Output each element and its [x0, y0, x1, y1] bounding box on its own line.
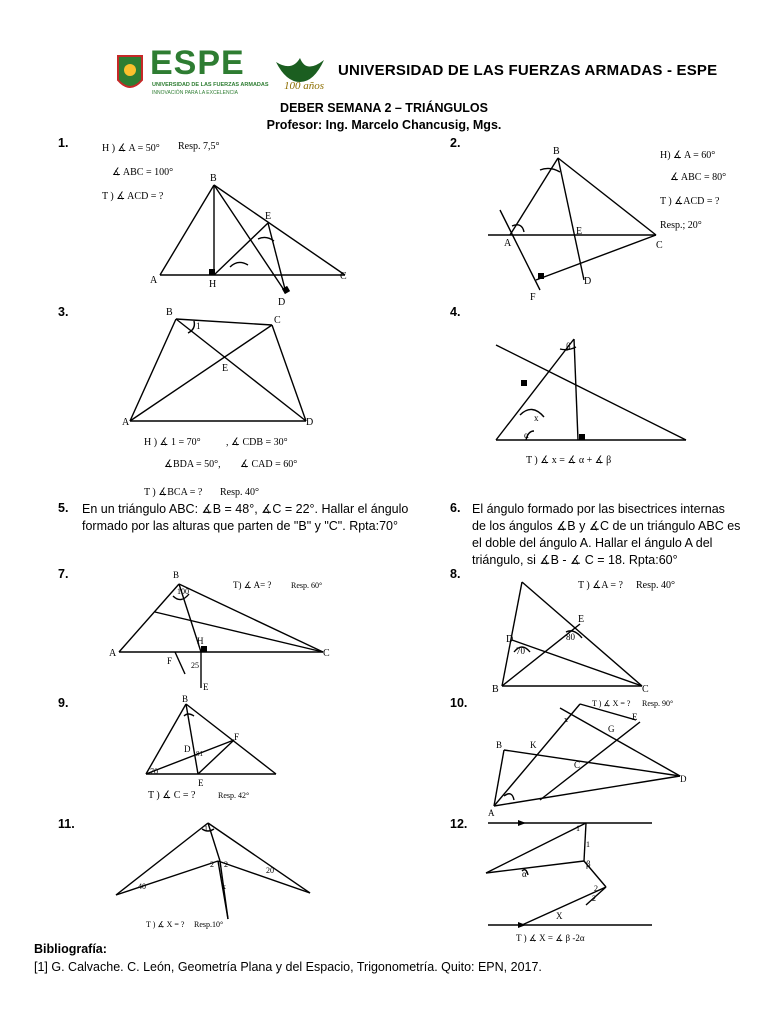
svg-text:D: D	[306, 417, 314, 428]
svg-text:1: 1	[204, 824, 208, 833]
problem-12-number: 12.	[450, 817, 468, 831]
svg-text:x: x	[534, 413, 539, 423]
svg-text:F: F	[167, 656, 173, 666]
fig10-find: T ) ∡ X = ?	[592, 699, 631, 708]
svg-text:H: H	[209, 279, 217, 290]
svg-text:A: A	[109, 648, 117, 659]
problem-10-number: 10.	[450, 696, 468, 710]
fig3-find: T ) ∡BCA = ?	[144, 487, 203, 498]
fig11-find: T ) ∡ X = ?	[146, 920, 185, 929]
fig9-find: T ) ∡ C = ?	[148, 790, 196, 801]
svg-text:A: A	[504, 238, 512, 249]
anniversary-logo	[272, 52, 328, 100]
svg-text:B: B	[496, 740, 503, 750]
svg-text:F: F	[530, 292, 536, 303]
svg-text:F: F	[234, 732, 240, 742]
svg-text:C: C	[274, 315, 281, 326]
espe-logo-text: ESPE	[150, 44, 245, 82]
svg-text:20: 20	[266, 866, 274, 875]
fig12-find: T ) ∡ X = ∡ β -2α	[516, 933, 585, 943]
svg-text:β: β	[566, 341, 571, 351]
problem-6-number: 6.	[450, 501, 461, 515]
svg-text:G: G	[608, 724, 615, 734]
figure-2	[480, 140, 750, 305]
svg-text:H: H	[197, 636, 204, 646]
svg-text:K: K	[530, 740, 537, 750]
problem-9-number: 9.	[58, 696, 69, 710]
fig9-resp: Resp. 42°	[218, 791, 250, 800]
figure-3	[110, 305, 350, 500]
svg-text:B: B	[166, 307, 173, 318]
svg-text:2: 2	[210, 860, 214, 869]
svg-text:E: E	[576, 226, 583, 237]
figure-11	[110, 815, 330, 935]
svg-text:C: C	[642, 684, 649, 695]
fig7-resp: Resp. 60°	[291, 581, 323, 590]
fig3-resp: Resp. 40°	[220, 487, 259, 498]
fig3-given-1: H ) ∡ 1 = 70°	[144, 437, 201, 448]
bibliography-heading: Bibliografía:	[34, 942, 107, 956]
svg-text:C: C	[574, 760, 581, 770]
fig1-resp: Resp. 7,5°	[178, 141, 220, 152]
fig1-find: T ) ∡ ACD = ?	[102, 191, 164, 202]
problem-11-number: 11.	[58, 817, 75, 831]
svg-text:B: B	[553, 146, 560, 157]
svg-text:B: B	[492, 684, 499, 695]
svg-text:D: D	[184, 744, 191, 754]
svg-text:D: D	[680, 774, 687, 784]
svg-text:E: E	[198, 778, 204, 788]
espe-logo-sub2: INNOVACIÓN PARA LA EXCELENCIA	[152, 90, 238, 96]
fig7-find: T) ∡ A= ?	[233, 580, 272, 590]
svg-text:1: 1	[586, 840, 590, 849]
figure-10	[484, 692, 704, 817]
title-line-1: DEBER SEMANA 2 – TRIÁNGULOS	[280, 101, 488, 115]
svg-text:E: E	[578, 614, 585, 625]
svg-text:X: X	[556, 911, 563, 921]
problem-5-number: 5.	[58, 501, 69, 515]
fig2-given-2: ∡ ABC = 80°	[670, 172, 727, 183]
svg-text:80: 80	[566, 632, 575, 642]
svg-text:x: x	[222, 882, 226, 891]
svg-text:2: 2	[224, 860, 228, 869]
fig10-resp: Resp. 90°	[642, 699, 674, 708]
problem-3-number: 3.	[58, 305, 69, 319]
svg-text:D: D	[506, 634, 514, 645]
document-title	[0, 100, 768, 134]
fig1-given-2: ∡ ABC = 100°	[112, 167, 174, 178]
svg-text:C: C	[323, 648, 330, 659]
fig4-find: T ) ∡ x = ∡ α + ∡ β	[526, 455, 612, 466]
svg-text:α: α	[522, 869, 527, 879]
figure-9	[140, 692, 300, 807]
problem-5-text: En un triángulo ABC: ∡B = 48°, ∡C = 22°. Hallar el ángulo formado por las alturas que parten de "B" y "C". Rpta:70°	[82, 502, 409, 533]
fig1-given-1: H ) ∡ A = 50°	[102, 143, 160, 154]
problem-8-number: 8.	[450, 567, 461, 581]
problem-4-number: 4.	[450, 305, 461, 319]
svg-text:D: D	[584, 276, 592, 287]
svg-text:E: E	[632, 712, 638, 722]
svg-text:D: D	[278, 297, 286, 308]
problem-1-number: 1.	[58, 136, 69, 150]
svg-text:C: C	[656, 240, 663, 251]
fig3-given-3: ∡BDA = 50°,	[164, 459, 221, 470]
svg-text:40: 40	[138, 882, 146, 891]
fig3-given-4: ∡ CAD = 60°	[240, 459, 298, 470]
svg-text:1: 1	[576, 824, 580, 833]
svg-text:1: 1	[196, 321, 201, 331]
svg-text:A: A	[150, 275, 158, 286]
problem-6-text: El ángulo formado por las bisectrices internas de los ángulos ∡B y ∡C de un triángulo ABC es el doble del ángulo A. Hallar el ángulo A del triángulo, si ∡B - ∡ C = 18. Rpta:60°	[472, 502, 741, 567]
svg-text:x: x	[564, 715, 568, 724]
svg-text:B: B	[182, 694, 189, 704]
svg-text:70: 70	[516, 646, 525, 656]
svg-text:A: A	[488, 808, 495, 817]
svg-text:E: E	[265, 211, 272, 222]
bibliography-ref-1: [1] G. Calvache. C. León, Geometría Plana y del Espacio, Trigonometría. Quito: EPN, 2017.	[34, 960, 542, 974]
espe-logo-sub1: UNIVERSIDAD DE LAS FUERZAS ARMADAS	[152, 82, 269, 88]
fig2-find: T ) ∡ACD = ?	[660, 196, 720, 207]
bibliography	[34, 940, 542, 976]
title-line-2: Profesor: Ing. Marcelo Chancusig, Mgs.	[266, 118, 502, 132]
svg-text:E: E	[203, 682, 209, 692]
svg-text:C: C	[340, 271, 347, 282]
svg-text:B: B	[210, 173, 217, 184]
svg-text:25: 25	[191, 661, 199, 670]
fig8-resp: Resp. 40°	[636, 580, 675, 591]
svg-text:E: E	[222, 363, 229, 374]
svg-text:A: A	[122, 417, 130, 428]
problem-2-number: 2.	[450, 136, 461, 150]
svg-text:100: 100	[177, 587, 189, 596]
figure-7	[105, 570, 355, 695]
fig8-find: T ) ∡A = ?	[578, 580, 623, 591]
svg-text:2: 2	[594, 884, 598, 893]
figure-4	[490, 325, 730, 470]
svg-text:B: B	[173, 570, 180, 580]
fig11-resp: Resp.10°	[194, 920, 224, 929]
fig2-resp: Resp.; 20°	[660, 220, 702, 231]
svg-text:70: 70	[150, 767, 158, 776]
anniversary-text: 100 años	[284, 80, 325, 92]
university-name: UNIVERSIDAD DE LAS FUERZAS ARMADAS - ESPE	[338, 62, 718, 79]
svg-text:β: β	[586, 859, 591, 869]
svg-text:2: 2	[592, 894, 596, 903]
fig2-given-1: H) ∡ A = 60°	[660, 150, 716, 161]
figure-8	[488, 572, 698, 697]
svg-text:α: α	[524, 430, 529, 440]
svg-text:81: 81	[196, 750, 203, 758]
eagle-icon	[272, 52, 328, 100]
figure-1	[90, 135, 370, 310]
problem-7-number: 7.	[58, 567, 69, 581]
fig3-given-2: , ∡ CDB = 30°	[226, 437, 288, 448]
figure-12	[482, 815, 662, 945]
